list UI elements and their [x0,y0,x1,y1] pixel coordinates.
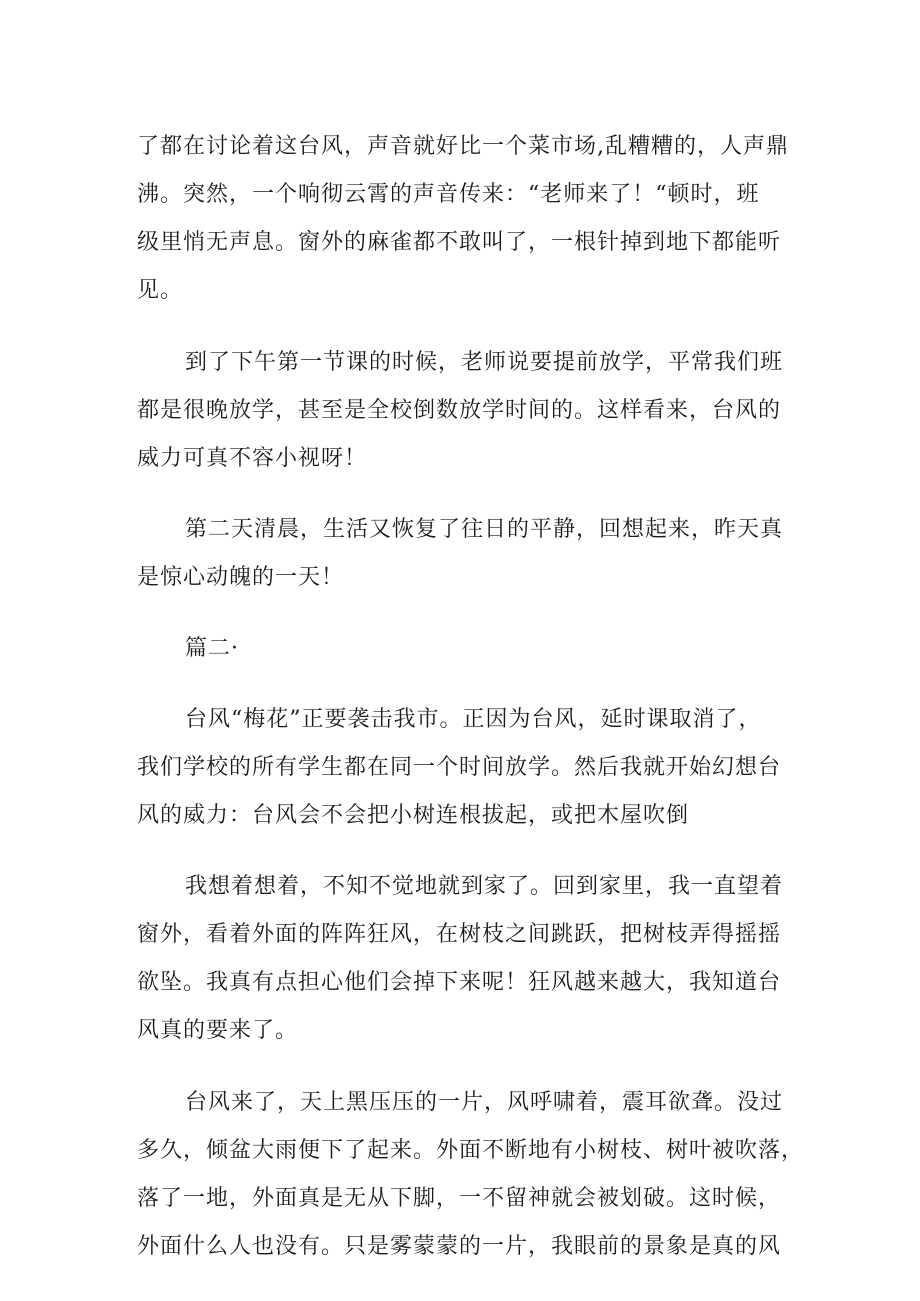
text-line: 窗外，看着外面的阵阵狂风，在树枝之间跳跃，把树枝弄得摇摇 [137,922,782,947]
text-line: 都是很晚放学，甚至是全校倒数放学时间的。这样看来，台风的 [137,398,782,423]
text-line: 风的威力：台风会不会把小树连根拔起，或把木屋吹倒 [137,803,690,828]
text-line: 是惊心动魄的一天！ [137,565,345,590]
text-line: 外面什么人也没有。只是雾蒙蒙的一片，我眼前的景象是真的风 [137,1234,782,1259]
paragraph-first-line: 我想着想着，不知不觉地就到家了。回到家里，我一直望着 [185,874,784,899]
text-line: 了都在讨论着这台风，声音就好比一个菜市场,乱糟糟的，人声鼎 [137,134,789,159]
paragraph-first-line: 第二天清晨，生活又恢复了往日的平静，回想起来，昨天真 [185,517,784,542]
text-line: 多久，倾盆大雨便下了起来。外面不断地有小树枝、树叶被吹落， [137,1138,805,1163]
section-heading: 篇二· [185,636,239,661]
text-line: 落了一地，外面真是无从下脚，一不留神就会被划破。这时候， [137,1186,782,1211]
text-line: 欲坠。我真有点担心他们会掉下来呢！狂风越来越大，我知道台 [137,970,782,995]
text-line: 风真的要来了。 [137,1018,299,1043]
text-line: 沸。突然，一个响彻云霄的声音传来：“老师来了！“顿时，班 [137,182,760,207]
paragraph-first-line: 台风“梅花”正要袭击我市。正因为台风，延时课取消了， [185,707,762,732]
text-line: 威力可真不容小视呀！ [137,446,368,471]
text-line: 见。 [137,278,184,303]
text-line: 级里悄无声息。窗外的麻雀都不敢叫了，一根针掉到地下都能听 [137,230,782,255]
paragraph-first-line: 台风来了，天上黑压压的一片，风呼啸着，震耳欲聋。没过 [185,1090,784,1115]
paragraph-first-line: 到了下午第一节课的时候，老师说要提前放学，平常我们班 [185,350,784,375]
text-line: 我们学校的所有学生都在同一个时间放学。然后我就开始幻想台 [137,755,782,780]
